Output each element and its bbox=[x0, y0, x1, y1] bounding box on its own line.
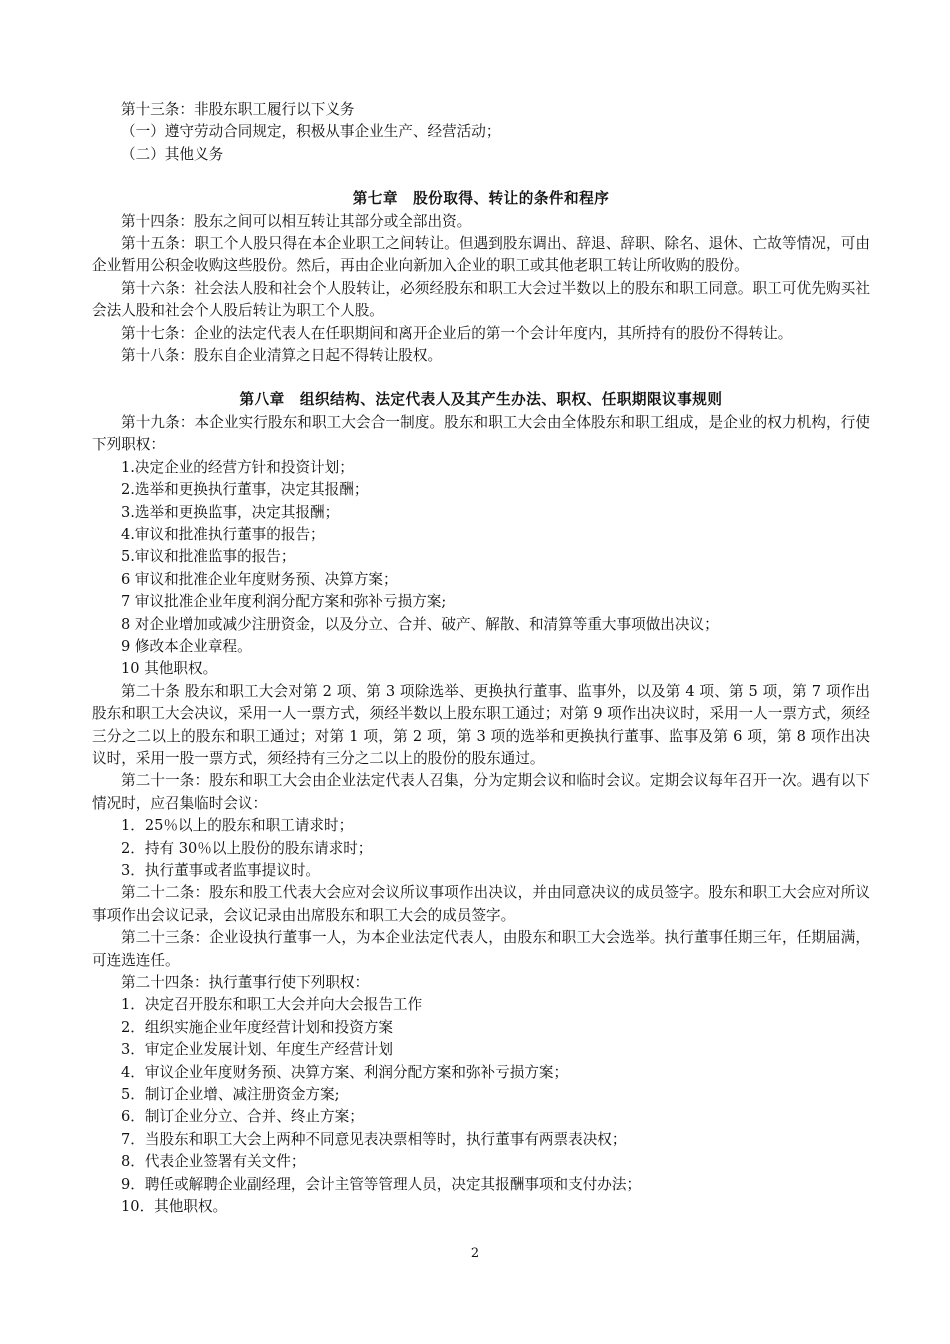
page-number: 2 bbox=[470, 1246, 480, 1261]
list-item: 1．25％以上的股东和职工请求时； bbox=[121, 817, 354, 835]
list-item: 5.审议和批准监事的报告； bbox=[121, 548, 296, 566]
paragraph: （一）遵守劳动合同规定，积极从事企业生产、经营活动； bbox=[121, 123, 501, 141]
paragraph: 第二十三条：企业设执行董事一人，为本企业法定代表人，由股东和职工大会选举。执行董事任期三年，任期届满，可连选连任。 bbox=[92, 929, 870, 969]
list-item: 7 审议批准企业年度利润分配方案和弥补亏损方案; bbox=[121, 593, 447, 611]
paragraph: 第二十二条：股东和股工代表大会应对会议所议事项作出决议，并由同意决议的成员签字。股东和职工大会应对所议事项作出会议记录，会议记录由出席股东和职工大会的成员签字。 bbox=[92, 884, 870, 924]
paragraph: 第十四条：股东之间可以相互转让其部分或全部出资。 bbox=[121, 212, 472, 230]
list-item: 1.决定企业的经营方针和投资计划； bbox=[121, 458, 354, 476]
list-item: 6 审议和批准企业年度财务预、决算方案； bbox=[121, 570, 398, 588]
list-item: 1．决定召开股东和职工大会并向大会报告工作 bbox=[121, 996, 423, 1014]
list-item: 4.审议和批准执行董事的报告； bbox=[121, 525, 325, 543]
paragraph: （二）其他义务 bbox=[121, 145, 224, 163]
list-item: 4．审议企业年度财务预、决算方案、利润分配方案和弥补亏损方案； bbox=[121, 1063, 569, 1081]
list-item: 2．持有 30％以上股份的股东请求时； bbox=[121, 839, 373, 857]
paragraph: 第十九条：本企业实行股东和职工大会合一制度。股东和职工大会由全体股东和职工组成，是企业的权力机构，行使下列职权： bbox=[92, 413, 870, 454]
paragraph: 第十六条：社会法人股和社会个人股转让，必须经股东和职工大会过半数以上的股东和职工同意。职工可优先购买社会法人股和社会个人股后转让为职工个人股。 bbox=[92, 279, 870, 320]
list-item: 2．组织实施企业年度经营计划和投资方案 bbox=[121, 1018, 393, 1036]
paragraph: 第二十一条：股东和职工大会由企业法定代表人召集，分为定期会议和临时会议。定期会议每年召开一次。遇有以下情况时，应召集临时会议： bbox=[92, 772, 870, 812]
list-item: 3．执行董事或者监事提议时。 bbox=[121, 862, 321, 879]
list-item: 9 修改本企业章程。 bbox=[121, 637, 252, 655]
chapter-7-section bbox=[92, 188, 870, 367]
paragraph: 第十八条：股东自企业清算之日起不得转让股权。 bbox=[121, 347, 443, 365]
list-item: 6．制订企业分立、合并、终止方案； bbox=[121, 1108, 364, 1126]
paragraph: 第十七条：企业的法定代表人在任职期间和离开企业后的第一个会计年度内，其所持有的股份不得转让。 bbox=[121, 324, 793, 342]
paragraph: 第二十四条：执行董事行使下列职权： bbox=[121, 974, 370, 992]
page-body bbox=[92, 99, 870, 1219]
list-item: 10 其他职权。 bbox=[121, 660, 218, 678]
list-item: 8．代表企业签署有关文件； bbox=[121, 1153, 306, 1171]
list-item: 7．当股东和职工大会上两种不同意见表决票相等时，执行董事有两票表决权； bbox=[121, 1130, 627, 1148]
chapter-7-title: 第七章 股份取得、转让的条件和程序 bbox=[352, 190, 610, 208]
article-13-block bbox=[92, 99, 870, 166]
paragraph: 第十三条：非股东职工履行以下义务 bbox=[121, 101, 355, 118]
list-item: 2.选举和更换执行董事，决定其报酬； bbox=[121, 481, 369, 499]
paragraph: 第二十条 股东和职工大会对第 2 项、第 3 项除选举、更换执行董事、监事外，以及第 4 项、第 5 项，第 7 项作出股东和职工大会决议，采用一人一票方式，须经半数以上股东职工通过；对第 9 项作出决议时，采用一人一票方式，须经三分之二以上的股东和职工通过；对第 1 项，第 2 项，第 3 项的选举和更换执行董事、监事及第 6 项，第 8 项作出决议时，采用一股一票方式，须经持有三分之二以上的股份的股东通过。 bbox=[92, 682, 870, 767]
list-item: 5．制订企业增、减注册资金方案; bbox=[121, 1086, 340, 1104]
list-item: 8 对企业增加或减少注册资金，以及分立、合并、破产、解散、和清算等重大事项做出决议； bbox=[121, 615, 719, 633]
chapter-8-section bbox=[92, 389, 870, 1218]
chapter-8-title: 第八章 组织结构、法定代表人及其产生办法、职权、任职期限议事规则 bbox=[239, 391, 723, 409]
list-item: 3.选举和更换监事，决定其报酬； bbox=[121, 503, 340, 521]
list-item: 3．审定企业发展计划、年度生产经营计划 bbox=[121, 1041, 393, 1059]
paragraph: 第十五条：职工个人股只得在本企业职工之间转让。但遇到股东调出、辞退、辞职、除名、退休、亡故等情况，可由企业暂用公积金收购这些股份。然后，再由企业向新加入企业的职工或其他老职工转让所收购的股份。 bbox=[92, 235, 870, 275]
list-item: 9．聘任或解聘企业副经理，会计主管等管理人员，决定其报酬事项和支付办法； bbox=[121, 1175, 642, 1193]
list-item: 10．其他职权。 bbox=[121, 1198, 228, 1216]
